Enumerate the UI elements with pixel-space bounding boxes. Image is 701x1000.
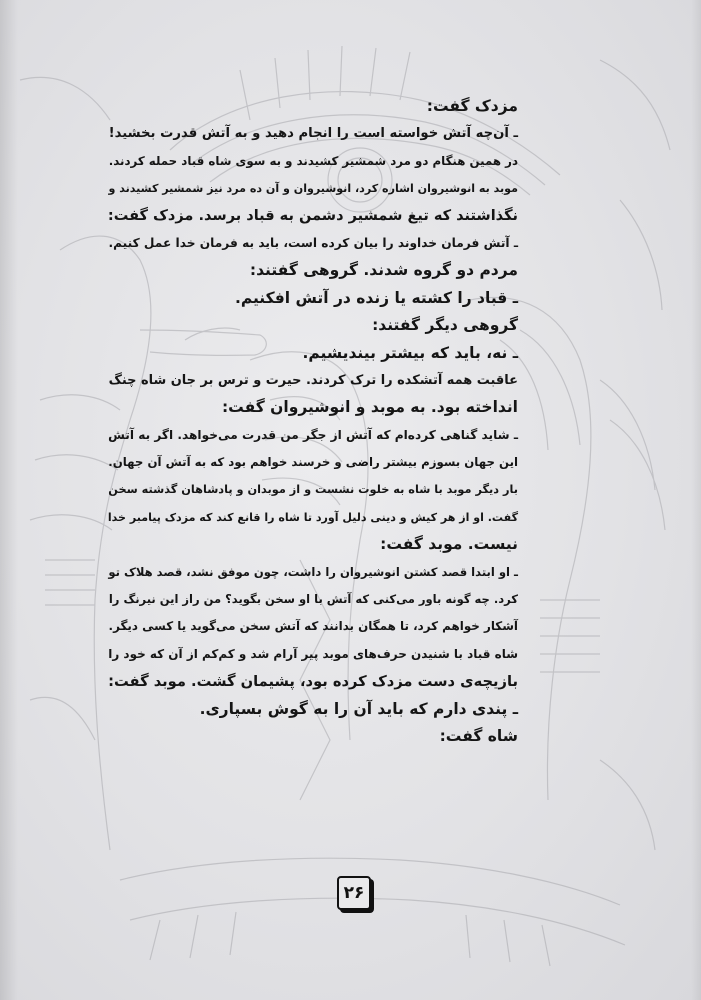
text-line: نگذاشتند که تیغ شمشیر دشمن به قباد برسد. مزدک گفت: xyxy=(107,207,518,224)
text-line: شاه قباد با شنیدن حرف‌های موبد پیر آرام شد و کم‌کم از آن که خود را xyxy=(108,646,518,661)
text-line: بار دیگر موبد با شاه به خلوت نشست و از موبدان و پادشاهان گذشته سخن xyxy=(108,483,518,497)
text-line: این جهان بسوزم بیشتر راضی و خرسند خواهم بود که به آتش آن جهان. xyxy=(108,455,518,470)
text-line: گروهی دیگر گفتند: xyxy=(372,316,518,335)
text-line: ـ آتش فرمان خداوند را بیان کرده است، باید به فرمان خدا عمل کنیم. xyxy=(108,235,518,250)
text-line: عاقبت همه آتشکده را ترک کردند. حیرت و ترس بر جان شاه چنگ xyxy=(108,372,518,388)
text-line: آشکار خواهم کرد، تا همگان بدانند که آتش سخن می‌گوید یا کسی دیگر. xyxy=(108,619,518,634)
text-line: بازیچه‌ی دست مزدک کرده بود، پشیمان گشت. موبد گفت: xyxy=(108,673,518,691)
text-line: گفت. او از هر کیش و دینی دلیل آورد تا شاه را قانع کند که مزدک پیامبر خدا xyxy=(107,510,518,524)
text-line: در همین هنگام دو مرد شمشیر کشیدند و به سوی شاه قباد حمله کردند. xyxy=(108,153,518,168)
text-line: نیست. موبد گفت: xyxy=(380,535,518,554)
text-line: ـ قباد را کشته یا زنده در آتش افکنیم. xyxy=(234,288,518,307)
text-line: ـ او ابتدا قصد کشتن انوشیروان را داشت، چون موفق نشد، قصد هلاک تو xyxy=(108,564,518,579)
text-line: ـ نه، باید که بیشتر بیندیشیم. xyxy=(302,343,518,362)
page-number: ۲۶ xyxy=(337,876,371,910)
text-line: مردم دو گروه شدند. گروهی گفتند: xyxy=(249,261,518,280)
text-line: ـ شاید گناهی کرده‌ام که آتش از جگر من قدرت می‌خواهد. اگر به آتش xyxy=(108,427,518,442)
text-line: کرد. چه گونه باور می‌کنی که آتش با او سخن بگوید؟ من راز این نیرنگ را xyxy=(108,592,518,607)
story-text xyxy=(108,93,518,750)
text-line: ـ آن‌چه آتش خواسته است را انجام دهید و به آتش قدرت بخشید! xyxy=(108,126,518,142)
text-line: شاه گفت: xyxy=(439,726,518,745)
text-line: انداخته بود. به موبد و انوشیروان گفت: xyxy=(221,398,518,417)
text-line: موبد به انوشیروان اشاره کرد، انوشیروان و آن ده مرد نیز شمشیر کشیدند و xyxy=(108,182,518,196)
text-line: مزدک گفت: xyxy=(426,97,518,115)
text-line: ـ پندی دارم که باید آن را به گوش بسپاری. xyxy=(199,699,518,718)
